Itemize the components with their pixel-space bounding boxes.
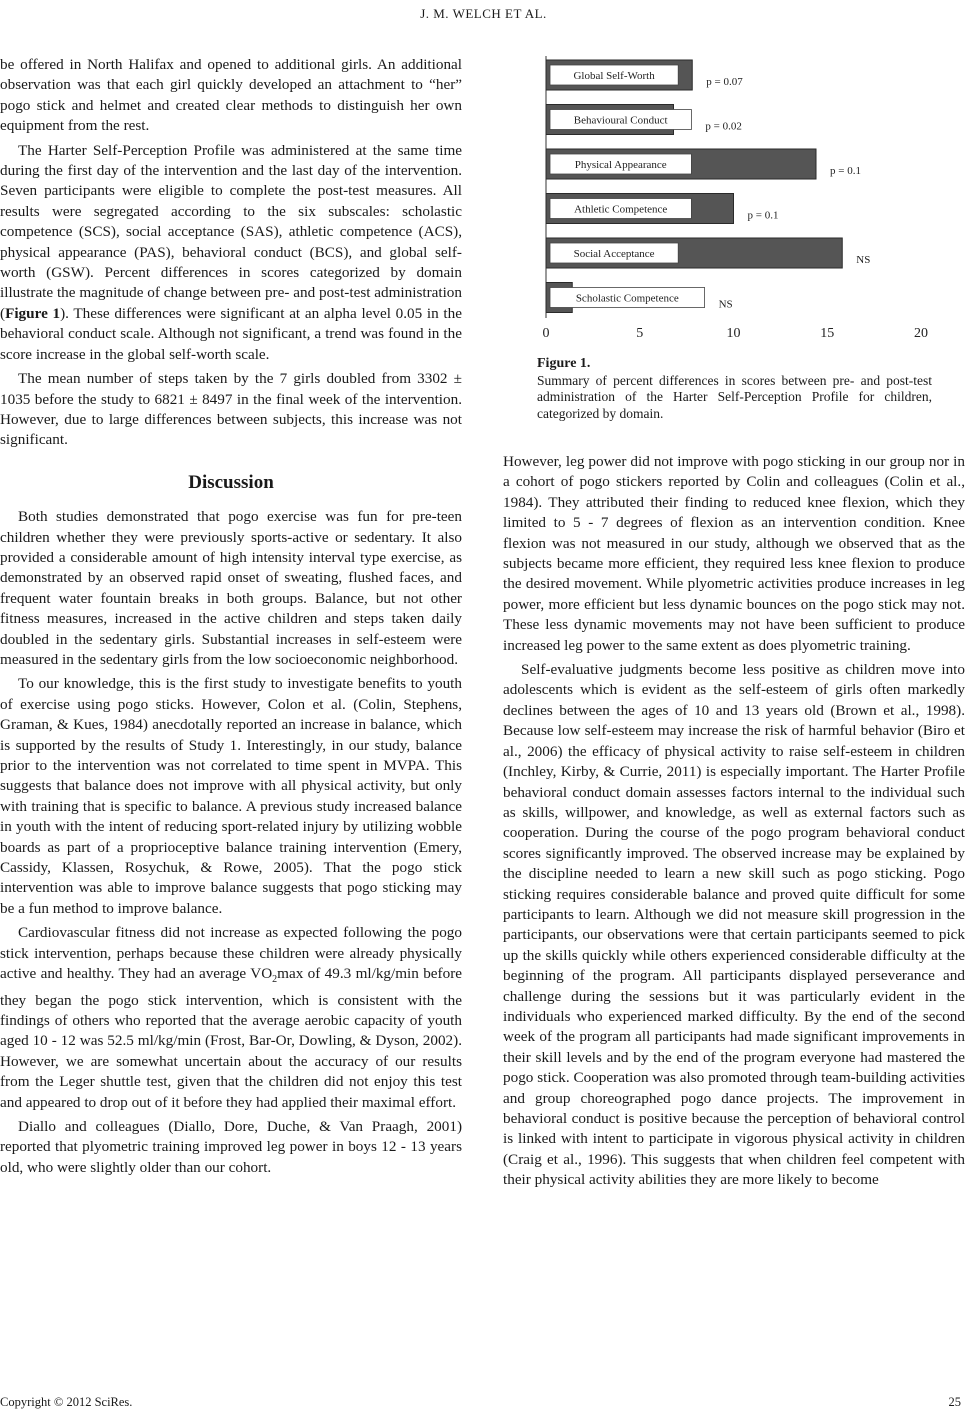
figure-1-chart xyxy=(536,48,936,348)
category-label: Global Self-Worth xyxy=(573,70,655,82)
category-label: Behavioural Conduct xyxy=(573,114,668,127)
significance-label: p = 0.07 xyxy=(706,76,743,88)
paragraph: Diallo and colleagues (Diallo, Dore, Duche, & Van Praagh, 2001) reported that plyometric training improved leg power in boys 12 - 13 years old, who were slightly older than our cohort. xyxy=(0,1117,462,1176)
paragraph: The mean number of steps taken by the 7 girls doubled from 3302 ± 1035 before the study to 6821 ± 8497 in the final week of the intervention. However, due to large differences between subjects, this increase was not significant. xyxy=(0,370,462,449)
figure-reference: Figure 1 xyxy=(5,304,61,322)
paragraph: The Harter Self-Perception Profile was administered at the same time during the first day of the intervention and the last day of the intervention. Seven participants were eligible to complete the post-test measures. All results were segregated according to the six subscales: scholastic competence (SCS), social acceptance (SAS), athletic competence (ACS), physical appearance (PAS), behavioral conduct (BCS), and global self-worth (GSW). Percent differences in scores categorized by domain illustrate the magnitude of change between pre- and post-test administration (Figure 1). These differences were significant at an alpha level 0.05 in the behavioral conduct scale. Although not significant, a trend was found in the score increase in the global self-worth scale. xyxy=(0,141,462,363)
paragraph: To our knowledge, this is the first study to investigate benefits to youth of exercise using pogo sticks. However, Colon et al. (Colin, Stephens, Graman, & Kues, 1984) anecdotally reported an increase in balance, which is supported by the results of Study 1. Interestingly, in our study, balance prior to the intervention was not correlated to time spent in MVPA. This suggests that balance does not improve with all physical activity, but only with training that is specific to balance. A previous study increased balance in youth with the intent of reducing sport-related injury by utilizing wobble boards as part of a proprioceptive balance training intervention (Emery, Cassidy, Klassen, Rosychuk, & Rowe, 2005). That the pogo stick intervention was able to improve balance suggests that pogo sticking may be a fun method to improve balance. xyxy=(0,675,462,917)
running-head: J. M. WELCH ET AL. xyxy=(420,6,547,21)
section-heading: Discussion xyxy=(188,471,274,493)
left-column xyxy=(0,55,462,1182)
paragraph: be offered in North Halifax and opened to additional girls. An additional observation was that each girl quickly developed an attachment to “her” pogo stick and helmet and created clear methods to distinguish her own equipment from the rest. xyxy=(0,56,462,135)
paragraph: However, leg power did not improve with pogo sticking in our group nor in a cohort of pogo stickers reported by Colin and colleagues (Colin et al., 1984). They attributed their finding to reduced knee flexion, which they limited to 5 - 7 degrees of flexion as an intervention condition. Knee flexion was not measured in our study, although we observed that as the subjects became more efficient, they required less knee flexion to produce the desired movement. While plyometric activities produce increases in leg power, more efficient but less dynamic bounces on the pogo stick may not. These less dynamic movements may not have been sufficient to produce increased leg power to the same extent as does plyometric training. xyxy=(503,453,965,654)
x-tick-label: 5 xyxy=(636,326,644,341)
category-label: Scholastic Competence xyxy=(575,292,679,305)
significance-label: p = 0.1 xyxy=(747,209,779,222)
x-tick-label: 10 xyxy=(726,326,741,341)
category-label: Physical Appearance xyxy=(574,159,667,171)
paragraph: Both studies demonstrated that pogo exercise was fun for pre-teen children whether they were previously sports-active or sedentary. It also provided a considerable amount of high intensity interval type exercise, as demonstrated by an observed rapid onset of sweating, flushed faces, and frequent water fountain breaks in both groups. Balance, but not other fitness measures, increased in the active children and steps taken daily doubled in the sedentary girls. Substantial increases in self-esteem were measured in the sedentary girls from the low socioeconomic neighborhood. xyxy=(0,508,462,668)
right-column xyxy=(503,452,965,1195)
paragraph: Self-evaluative judgments become less positive as children move into adolescents which is evident as the self-esteem of girls often markedly declines between the ages of 10 and 13 years old (Brown et al., 1998). Because low self-esteem may increase the risk of harmful behavior (Biro et al., 2006) the efficacy of physical activity to raise self-esteem in children (Inchley, Kirby, & Currie, 2011) is especially important. The Harter Profile behavioral conduct domain assesses factors internal to the individual such as skills, willpower, and knowledge, as well as external factors such as cooperation. During the course of the pogo program behavioral conduct scores significantly improved. The observed increase may be explained by the discipline needed to learn a new skill such as pogo sticking. Pogo sticking requires considerable balance and proved quite difficult for some participants to learn. Although we did not measure skill progression in the participants, our observations were that certain participants seemed to pick up the skills quickly while others experienced considerable difficulty at the beginning of the program. All participants displayed perseverance and challenge during the sessions but it was particularly evident in the individuals who experienced marked difficulty. By the end of the second week of the program all participants had made significant improvements in their skill levels and by the end of the program everyone had mastered the pogo stick. Cooperation was also promoted through team-building activities and group choreographed pogo dance projects. The improvement in behavioral conduct is positive because the perception of behavioral control is linked with intent to participate in vigorous physical activity in children (Craig et al., 1996). This suggests that when children feel competent with their physical activity abilities they are more likely to become xyxy=(503,661,965,1189)
significance-label: NS xyxy=(718,298,733,311)
copyright-notice: Copyright © 2012 SciRes. xyxy=(0,1395,133,1409)
page-number: 25 xyxy=(948,1395,961,1409)
category-label: Social Acceptance xyxy=(573,248,655,260)
category-label: Athletic Competence xyxy=(574,203,668,216)
caption-text: Summary of percent differences in scores between pre- and post-test administration of the Harter Self-Perception Profile for children, categorized by domain. xyxy=(537,372,932,421)
x-tick-label: 15 xyxy=(820,326,835,341)
significance-label: NS xyxy=(856,254,871,266)
x-tick-label: 0 xyxy=(542,326,550,341)
bar-chart xyxy=(536,48,936,348)
significance-label: p = 0.02 xyxy=(705,120,742,133)
figure-caption xyxy=(537,356,932,422)
caption-title: Figure 1. xyxy=(537,356,591,371)
x-tick-label: 20 xyxy=(914,326,928,341)
paragraph: Cardiovascular fitness did not increase as expected following the pogo stick intervention, perhaps because these children were already physically active and healthy. They had an average $VO_2\max$ of 49.3 ml/kg/min before they began the pogo stick intervention, which is consistent with the findings of others who reported that the average aerobic capacity of youth aged 10 - 12 was 52.5 ml/kg/min (Frost, Bar-Or, Dowling, & Dyson, 2002). However, we are somewhat uncertain about the accuracy of our results from the Leger shuttle test, given that the children did not enjoy this test and appeared to drop out of it before they had applied their maximal effort. xyxy=(0,924,462,1111)
significance-label: p = 0.1 xyxy=(830,165,861,177)
